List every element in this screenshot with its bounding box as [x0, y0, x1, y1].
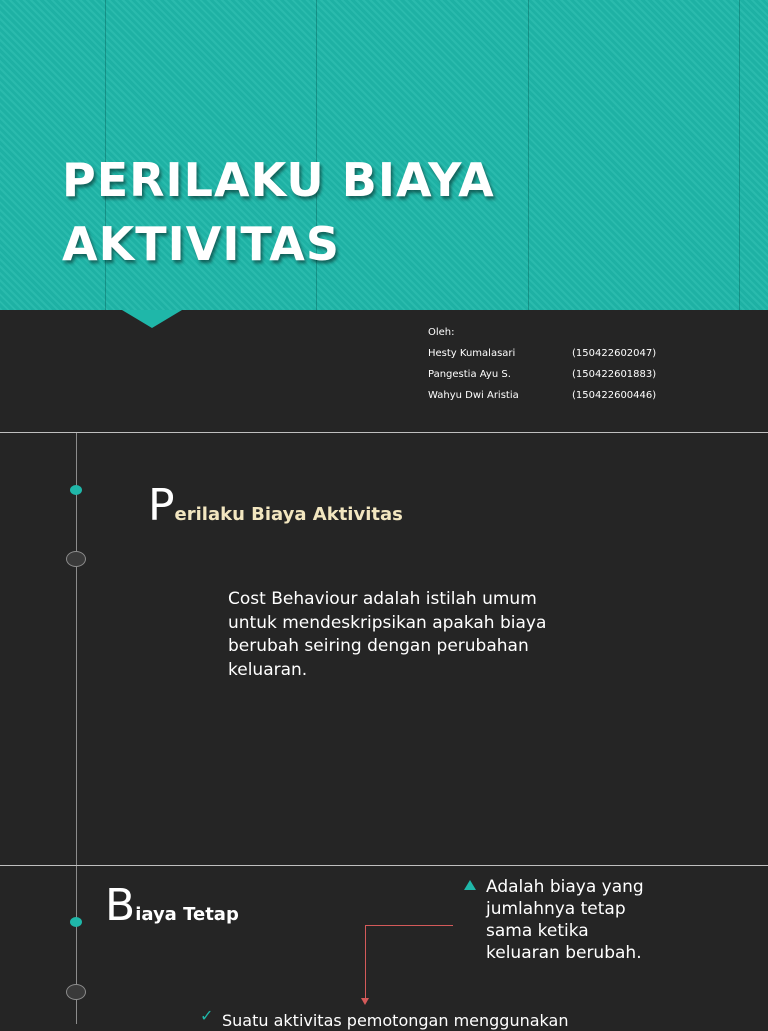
- definition-text: [228, 588, 588, 682]
- author-id: (150422602047): [572, 348, 657, 359]
- author-name: Wahyu Dwi Aristia: [428, 390, 519, 401]
- authors-label: Oleh:: [428, 327, 455, 338]
- timeline-ring-icon: [66, 984, 86, 1000]
- banner-vertical-line: [739, 0, 740, 310]
- timeline-dot-icon: [70, 485, 82, 495]
- author-row: [428, 385, 657, 406]
- heading-initial: B: [105, 880, 136, 931]
- heading-initial: P: [148, 480, 175, 531]
- slide-title-line-1: PERILAKU BIAYA: [62, 153, 495, 207]
- bullet-line: Adalah biaya yang: [486, 877, 644, 897]
- slide-title: [62, 148, 702, 276]
- heading-text: erilaku Biaya Aktivitas: [174, 504, 403, 525]
- bullet-line: keluaran berubah.: [486, 943, 642, 963]
- definition-line: keluaran.: [228, 659, 308, 680]
- definition-line: untuk mendeskripsikan apakah biaya: [228, 612, 547, 633]
- arrow-down-icon: [361, 998, 369, 1005]
- author-id: (150422600446): [572, 390, 657, 401]
- timeline-ring-icon: [66, 551, 86, 567]
- author-name: Pangestia Ayu S.: [428, 369, 511, 380]
- authors-block: [428, 322, 657, 406]
- author-row: [428, 343, 657, 364]
- author-row: [428, 364, 657, 385]
- author-name: Hesty Kumalasari: [428, 348, 516, 359]
- definition-line: Cost Behaviour adalah istilah umum: [228, 589, 537, 609]
- banner-notch: [122, 310, 182, 328]
- triangle-bullet-icon: [464, 880, 476, 890]
- timeline-line: [76, 866, 77, 1024]
- section-heading: [148, 480, 403, 531]
- checkmark-icon: ✓: [200, 1006, 214, 1025]
- connector-line: [365, 925, 453, 926]
- slide-title-line-2: AKTIVITAS: [62, 217, 340, 271]
- timeline-line: [76, 433, 77, 865]
- section-heading: [105, 880, 239, 931]
- example-text: Suatu aktivitas pemotongan menggunakan: [222, 1011, 569, 1030]
- definition-line: berubah seiring dengan perubahan: [228, 636, 529, 656]
- author-id: (150422601883): [572, 369, 657, 380]
- timeline-dot-icon: [70, 917, 82, 927]
- title-banner: [0, 0, 768, 310]
- connector-line: [365, 925, 366, 1001]
- slide-divider: [0, 865, 768, 866]
- heading-text: iaya Tetap: [135, 904, 239, 925]
- bullet-line: sama ketika: [486, 921, 589, 941]
- bullet-line: jumlahnya tetap: [486, 899, 626, 919]
- slide-divider: [0, 432, 768, 433]
